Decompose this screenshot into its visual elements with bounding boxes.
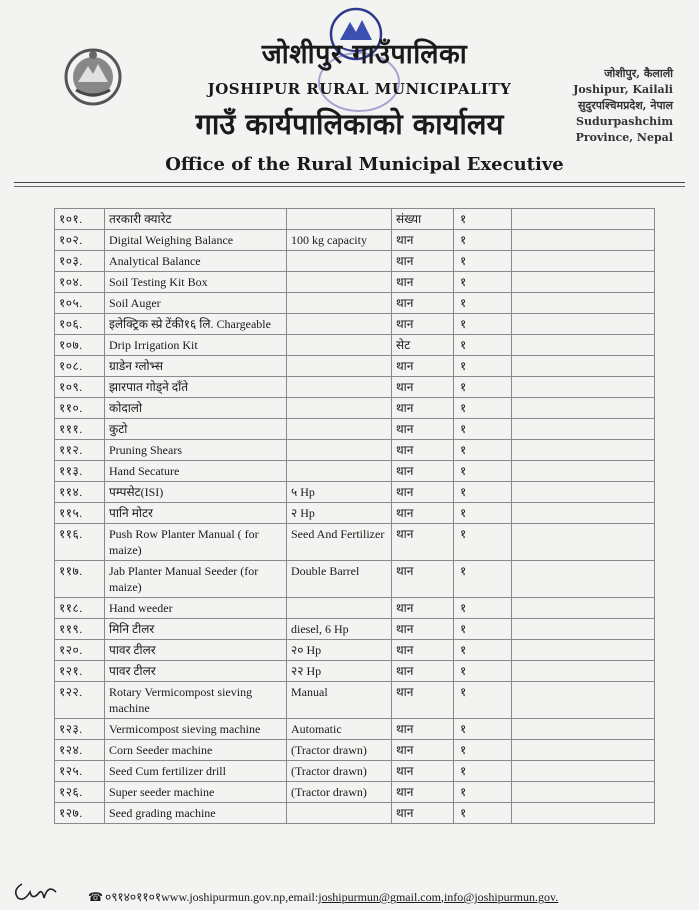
table-row — [55, 682, 655, 719]
remarks-cell — [512, 230, 655, 251]
footer-contact — [88, 888, 558, 905]
serial-number-cell: १२२. — [55, 682, 105, 719]
remarks-cell — [512, 661, 655, 682]
remarks-cell — [512, 740, 655, 761]
unit-cell: थान — [392, 440, 454, 461]
serial-number-cell: १०८. — [55, 356, 105, 377]
table-row — [55, 251, 655, 272]
item-name-cell: Seed Cum fertilizer drill — [105, 761, 287, 782]
item-name-cell: Soil Testing Kit Box — [105, 272, 287, 293]
remarks-cell — [512, 640, 655, 661]
quantity-cell: १ — [454, 335, 512, 356]
serial-number-cell: १११. — [55, 419, 105, 440]
item-name-cell: Jab Planter Manual Seeder (for maize) — [105, 561, 287, 598]
quantity-cell: १ — [454, 356, 512, 377]
unit-cell: सेट — [392, 335, 454, 356]
address-line: जोशीपुर, कैलाली — [604, 67, 673, 80]
unit-cell: थान — [392, 619, 454, 640]
serial-number-cell: ११३. — [55, 461, 105, 482]
serial-number-cell: १०५. — [55, 293, 105, 314]
serial-number-cell: १०२. — [55, 230, 105, 251]
remarks-cell — [512, 398, 655, 419]
unit-cell: थान — [392, 251, 454, 272]
specification-cell — [287, 803, 392, 824]
specification-cell: Manual — [287, 682, 392, 719]
unit-cell: थान — [392, 419, 454, 440]
serial-number-cell: १०१. — [55, 209, 105, 230]
serial-number-cell: १०९. — [55, 377, 105, 398]
quantity-cell: १ — [454, 482, 512, 503]
specification-cell — [287, 598, 392, 619]
unit-cell: संख्या — [392, 209, 454, 230]
quantity-cell: १ — [454, 461, 512, 482]
specification-cell: 100 kg capacity — [287, 230, 392, 251]
unit-cell: थान — [392, 598, 454, 619]
unit-cell: थान — [392, 661, 454, 682]
remarks-cell — [512, 782, 655, 803]
item-name-cell: Pruning Shears — [105, 440, 287, 461]
table-row — [55, 335, 655, 356]
serial-number-cell: ११७. — [55, 561, 105, 598]
specification-cell: ५ Hp — [287, 482, 392, 503]
unit-cell: थान — [392, 740, 454, 761]
signature — [10, 876, 62, 906]
equipment-table — [54, 208, 655, 824]
item-name-cell: कुटो — [105, 419, 287, 440]
unit-cell: थान — [392, 803, 454, 824]
item-name-cell: Push Row Planter Manual ( for maize) — [105, 524, 287, 561]
unit-cell: थान — [392, 230, 454, 251]
quantity-cell: १ — [454, 619, 512, 640]
quantity-cell: १ — [454, 598, 512, 619]
remarks-cell — [512, 503, 655, 524]
unit-cell: थान — [392, 314, 454, 335]
quantity-cell: १ — [454, 293, 512, 314]
quantity-cell: १ — [454, 314, 512, 335]
unit-cell: थान — [392, 782, 454, 803]
table-row — [55, 209, 655, 230]
address-line: सुदुरपश्चिमप्रदेश, नेपाल — [577, 99, 673, 112]
quantity-cell: १ — [454, 251, 512, 272]
table-row — [55, 740, 655, 761]
table-row — [55, 230, 655, 251]
unit-cell: थान — [392, 461, 454, 482]
serial-number-cell: ११८. — [55, 598, 105, 619]
specification-cell — [287, 461, 392, 482]
quantity-cell: १ — [454, 230, 512, 251]
remarks-cell — [512, 209, 655, 230]
table-row — [55, 524, 655, 561]
table-row — [55, 561, 655, 598]
item-name-cell: इलेक्ट्रिक स्प्रे टेंकी१६ लि. Chargeable — [105, 314, 287, 335]
item-name-cell: Super seeder machine — [105, 782, 287, 803]
municipality-name-nepali: जोशीपुर गाउँपालिका — [261, 39, 468, 70]
item-name-cell: तरकारी क्यारेट — [105, 209, 287, 230]
remarks-cell — [512, 335, 655, 356]
remarks-cell — [512, 482, 655, 503]
specification-cell — [287, 356, 392, 377]
quantity-cell: १ — [454, 782, 512, 803]
specification-cell — [287, 398, 392, 419]
remarks-cell — [512, 419, 655, 440]
remarks-cell — [512, 377, 655, 398]
item-name-cell: पानि मोटर — [105, 503, 287, 524]
unit-cell: थान — [392, 293, 454, 314]
footer-website[interactable]: www.joshipurmun.gov.np,email: — [161, 890, 319, 904]
item-name-cell: पावर टीलर — [105, 661, 287, 682]
table-row — [55, 503, 655, 524]
serial-number-cell: १२५. — [55, 761, 105, 782]
table-row — [55, 719, 655, 740]
table-row — [55, 761, 655, 782]
footer-phone: ०९१४०११०१ — [104, 890, 162, 904]
quantity-cell: १ — [454, 524, 512, 561]
serial-number-cell: १२६. — [55, 782, 105, 803]
serial-number-cell: १२०. — [55, 640, 105, 661]
serial-number-cell: १०६. — [55, 314, 105, 335]
phone-icon: ☎ — [88, 890, 103, 904]
item-name-cell: Digital Weighing Balance — [105, 230, 287, 251]
specification-cell: २२ Hp — [287, 661, 392, 682]
remarks-cell — [512, 803, 655, 824]
specification-cell: (Tractor drawn) — [287, 782, 392, 803]
quantity-cell: १ — [454, 761, 512, 782]
header-divider — [14, 186, 685, 187]
table-row — [55, 440, 655, 461]
serial-number-cell: ११०. — [55, 398, 105, 419]
specification-cell: २ Hp — [287, 503, 392, 524]
quantity-cell: १ — [454, 640, 512, 661]
header-divider — [14, 182, 685, 183]
address-line: Sudurpashchim — [576, 115, 673, 128]
item-name-cell: Corn Seeder machine — [105, 740, 287, 761]
table-row — [55, 293, 655, 314]
quantity-cell: १ — [454, 682, 512, 719]
specification-cell — [287, 419, 392, 440]
quantity-cell: १ — [454, 740, 512, 761]
table-row — [55, 272, 655, 293]
quantity-cell: १ — [454, 661, 512, 682]
specification-cell — [287, 251, 392, 272]
specification-cell — [287, 335, 392, 356]
item-name-cell: Seed grading machine — [105, 803, 287, 824]
address-block — [573, 66, 673, 146]
serial-number-cell: १२१. — [55, 661, 105, 682]
specification-cell — [287, 272, 392, 293]
serial-number-cell: ११४. — [55, 482, 105, 503]
remarks-cell — [512, 524, 655, 561]
office-name-english: Office of the Rural Municipal Executive — [165, 154, 564, 175]
table-row — [55, 803, 655, 824]
remarks-cell — [512, 598, 655, 619]
item-name-cell: पम्पसेट(ISI) — [105, 482, 287, 503]
remarks-cell — [512, 461, 655, 482]
specification-cell — [287, 293, 392, 314]
table-row — [55, 661, 655, 682]
unit-cell: थान — [392, 377, 454, 398]
remarks-cell — [512, 293, 655, 314]
unit-cell: थान — [392, 503, 454, 524]
item-name-cell: ग्राडेन ग्लोभ्स — [105, 356, 287, 377]
item-name-cell: पावर टीलर — [105, 640, 287, 661]
item-name-cell: Rotary Vermicompost sieving machine — [105, 682, 287, 719]
table-row — [55, 640, 655, 661]
specification-cell: Double Barrel — [287, 561, 392, 598]
address-line: Joshipur, Kailali — [573, 83, 673, 96]
table-row — [55, 398, 655, 419]
item-name-cell: Hand weeder — [105, 598, 287, 619]
quantity-cell: १ — [454, 803, 512, 824]
unit-cell: थान — [392, 761, 454, 782]
table-row — [55, 619, 655, 640]
remarks-cell — [512, 272, 655, 293]
specification-cell — [287, 314, 392, 335]
item-name-cell: Analytical Balance — [105, 251, 287, 272]
serial-number-cell: १२७. — [55, 803, 105, 824]
footer-email-primary[interactable]: joshipurmun@gmail.com — [318, 890, 441, 904]
quantity-cell: १ — [454, 503, 512, 524]
table-row — [55, 314, 655, 335]
unit-cell: थान — [392, 482, 454, 503]
remarks-cell — [512, 761, 655, 782]
specification-cell: Seed And Fertilizer — [287, 524, 392, 561]
quantity-cell: १ — [454, 377, 512, 398]
unit-cell: थान — [392, 719, 454, 740]
address-line: Province, Nepal — [575, 131, 673, 144]
table-row — [55, 419, 655, 440]
specification-cell — [287, 209, 392, 230]
table-row — [55, 482, 655, 503]
specification-cell: २० Hp — [287, 640, 392, 661]
specification-cell: diesel, 6 Hp — [287, 619, 392, 640]
unit-cell: थान — [392, 524, 454, 561]
serial-number-cell: १०४. — [55, 272, 105, 293]
serial-number-cell: ११९. — [55, 619, 105, 640]
unit-cell: थान — [392, 640, 454, 661]
unit-cell: थान — [392, 398, 454, 419]
remarks-cell — [512, 251, 655, 272]
serial-number-cell: ११६. — [55, 524, 105, 561]
specification-cell — [287, 377, 392, 398]
footer-separator: , — [440, 890, 444, 904]
quantity-cell: १ — [454, 272, 512, 293]
unit-cell: थान — [392, 682, 454, 719]
serial-number-cell: १०३. — [55, 251, 105, 272]
item-name-cell: Soil Auger — [105, 293, 287, 314]
remarks-cell — [512, 719, 655, 740]
table-row — [55, 782, 655, 803]
quantity-cell: १ — [454, 419, 512, 440]
unit-cell: थान — [392, 561, 454, 598]
office-name-nepali: गाउँ कार्यपालिकाको कार्यालय — [195, 107, 504, 141]
table-row — [55, 356, 655, 377]
serial-number-cell: ११५. — [55, 503, 105, 524]
specification-cell: (Tractor drawn) — [287, 740, 392, 761]
item-name-cell: Drip Irrigation Kit — [105, 335, 287, 356]
unit-cell: थान — [392, 272, 454, 293]
specification-cell: Automatic — [287, 719, 392, 740]
item-name-cell: झारपात गोड्ने दाँते — [105, 377, 287, 398]
serial-number-cell: १२३. — [55, 719, 105, 740]
quantity-cell: १ — [454, 719, 512, 740]
item-name-cell: Vermicompost sieving machine — [105, 719, 287, 740]
remarks-cell — [512, 561, 655, 598]
table-row — [55, 461, 655, 482]
specification-cell: (Tractor drawn) — [287, 761, 392, 782]
quantity-cell: १ — [454, 561, 512, 598]
remarks-cell — [512, 619, 655, 640]
table-row — [55, 598, 655, 619]
quantity-cell: १ — [454, 440, 512, 461]
quantity-cell: १ — [454, 209, 512, 230]
footer-email-info[interactable]: info@joshipurmun.gov. — [443, 890, 559, 904]
remarks-cell — [512, 440, 655, 461]
quantity-cell: १ — [454, 398, 512, 419]
remarks-cell — [512, 314, 655, 335]
specification-cell — [287, 440, 392, 461]
item-name-cell: Hand Secature — [105, 461, 287, 482]
municipality-name-english: JOSHIPUR RURAL MUNICIPALITY — [207, 80, 512, 98]
serial-number-cell: १०७. — [55, 335, 105, 356]
remarks-cell — [512, 682, 655, 719]
unit-cell: थान — [392, 356, 454, 377]
item-name-cell: कोदालो — [105, 398, 287, 419]
table-row — [55, 377, 655, 398]
serial-number-cell: ११२. — [55, 440, 105, 461]
item-name-cell: मिनि टीलर — [105, 619, 287, 640]
serial-number-cell: १२४. — [55, 740, 105, 761]
remarks-cell — [512, 356, 655, 377]
